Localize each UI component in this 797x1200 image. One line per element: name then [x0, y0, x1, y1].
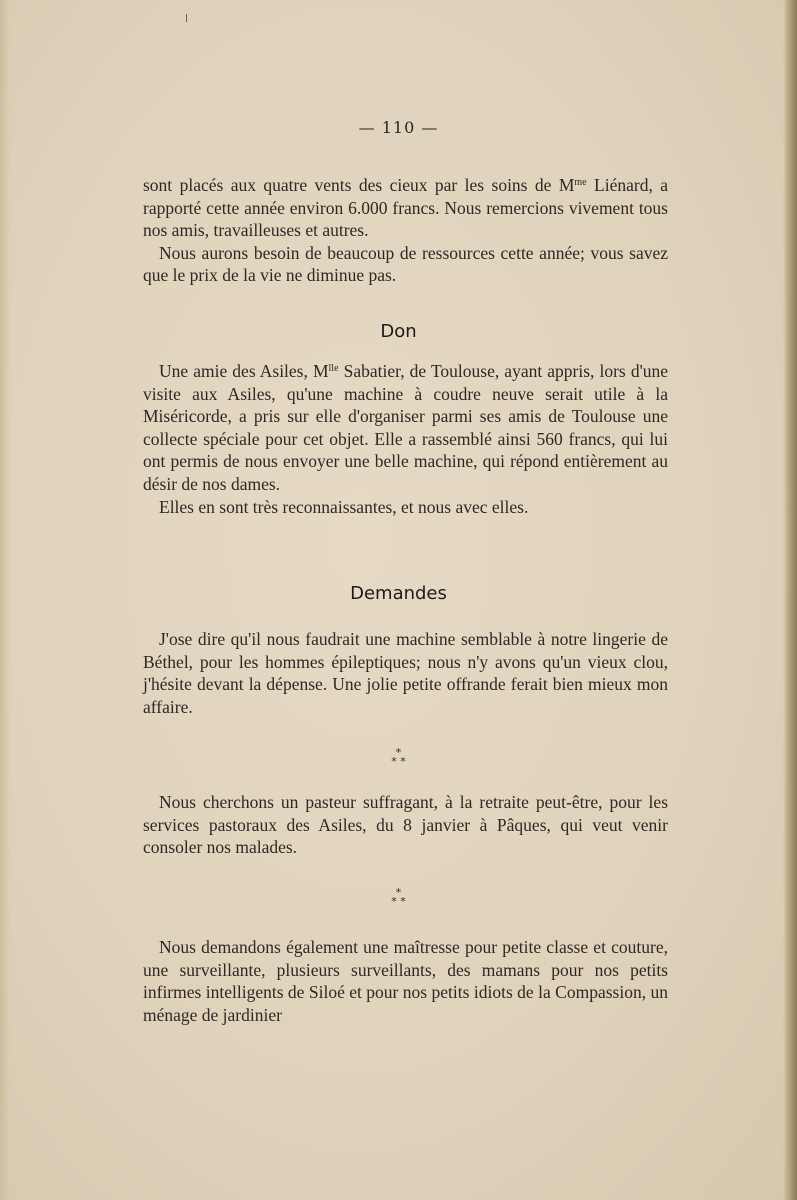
demandes-paragraph-3-block — [143, 936, 668, 1026]
demandes-paragraph-2-block — [143, 791, 668, 859]
don-paragraph-1: Une amie des Asiles, $M^{lle}$ Sabatier, de Toulouse, ayant appris, lors d'une visite aux Asiles, qu'une machine à coudre neuve serait utile à la Miséricorde, a pris sur elle d'organiser parmi ses amis de Toulouse une collecte spéciale pour cet objet. Elle a rassemblé ainsi 560 francs, qui lui ont permis de nous envoyer une belle machine, qui répond entièrement au désir de nos dames. — [143, 361, 668, 494]
separator-stars-2: * * * — [391, 886, 406, 908]
intro-paragraph-2: Nous aurons besoin de beaucoup de ressources cette année; vous savez que le prix de la vie ne diminue pas. — [143, 242, 668, 286]
intro-paragraph-1: sont placés aux quatre vents des cieux par les soins de $M^{me}$ Liénard, a rapporté cette année environ 6.000 francs. Nous remercions vivement tous nos amis, travailleuses et autres. — [143, 175, 668, 241]
demandes-paragraph-1: J'ose dire qu'il nous faudrait une machine semblable à notre lingerie de Béthel, pour les hommes épileptiques; nous n'y avons qu'un vieux clou, j'hésite devant la dépense. Une jolie petite offrande ferait bien mieux mon affaire. — [143, 629, 668, 717]
intro-section — [143, 174, 668, 287]
section-heading-demandes: Demandes — [350, 583, 447, 604]
demandes-paragraph-1-block — [143, 628, 668, 718]
separator-stars-1: * * * — [391, 746, 406, 768]
demandes-paragraph-3: Nous demandons également une maîtresse pour petite classe et couture, une surveillante, plusieurs surveillants, des mamans pour nos petits infirmes intelligents de Siloé et pour nos petits idiots de la Compassion, un ménage de jardinier — [143, 937, 668, 1025]
page-number: — 110 — — [358, 118, 439, 137]
section-heading-don: Don — [380, 321, 417, 342]
don-section — [143, 360, 668, 518]
don-paragraph-2: Elles en sont très reconnaissantes, et nous avec elles. — [159, 496, 529, 517]
demandes-paragraph-2: Nous cherchons un pasteur suffragant, à la retraite peut-être, pour les services pastoraux des Asiles, du 8 janvier à Pâques, qui veut venir consoler nos malades. — [143, 792, 668, 858]
ink-mark — [186, 14, 187, 22]
